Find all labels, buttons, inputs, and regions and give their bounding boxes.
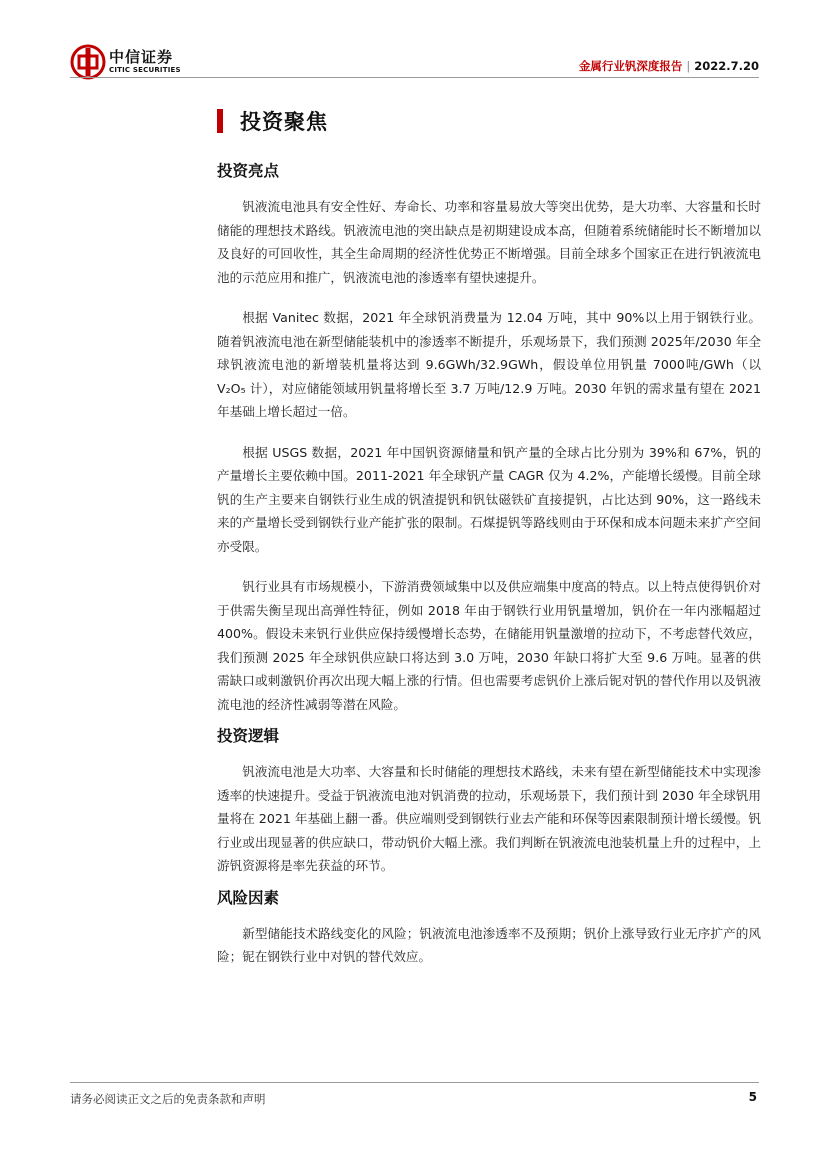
logo-text [109,49,181,75]
header-separator: | [686,59,691,73]
header-divider [70,77,759,78]
heading-investment-logic: 投资逻辑 [217,727,280,745]
paragraph: 新型储能技术路线变化的风险；钒液流电池渗透率不及预期；钒价上涨导致行业无序扩产的风险；铌在钢铁行业中对钒的替代效应。 [217,925,761,964]
paragraph: 根据 Vanitec 数据，2021 年全球钒消费量为 12.04 万吨，其中 90%以上用于钢铁行业。随着钒液流电池在新型储能装机中的渗透率不断提升，乐观场景下，我们预测 2025年/2030 年全球钒液流电池的新增装机量将达到 9.6GWh/32.9GWh，假设单位用钒量 7000吨/GWh（以 V₂O₅ 计），对应储能领域用钒量将增长至 3.7 万吨/12.9 万吨。2030 年钒的需求量有望在 2021 年基础上增长超过一倍。 [217,310,761,419]
page-header [0,0,827,80]
page-number: 5 [748,1090,757,1104]
main-content [217,160,761,986]
section-title [217,106,328,136]
citic-logo-icon [70,44,106,80]
heading-investment-highlights: 投资亮点 [217,162,280,180]
logo-name-cn: 中信证券 [109,48,174,66]
report-tag [579,58,759,74]
heading-risk-factors: 风险因素 [217,888,280,907]
footer-divider [70,1082,759,1083]
logo-name-en: CITIC SECURITIES [109,66,181,74]
section-title-text: 投资聚焦 [240,110,328,134]
paragraph: 钒液流电池是大功率、大容量和长时储能的理想技术路线，未来有望在新型储能技术中实现渗透率的快速提升。受益于钒液流电池对钒消费的拉动，乐观场景下，我们预计到 2030 年全球钒用量将在 2021 年基础上翻一番。供应端则受到钢铁行业去产能和环保等因素限制预计增长缓慢。钒行业或出现显著的供应缺口，带动钒价大幅上涨。我们判断在钒液流电池装机量上升的过程中，上游钒资源将是率先获益的环节。 [217,764,761,873]
report-date: 2022.7.20 [694,59,759,73]
citic-logo [70,44,181,80]
paragraph: 钒行业具有市场规模小，下游消费领域集中以及供应端集中度高的特点。以上特点使得钒价对于供需失衡呈现出高弹性特征，例如 2018 年由于钢铁行业用钒量增加，钒价在一年内涨幅超过 400%。假设未来钒行业供应保持缓慢增长态势，在储能用钒量激增的拉动下，不考虑替代效应，我们预测 2025 年全球钒供应缺口将达到 3.0 万吨，2030 年缺口将扩大至 9.6 万吨。显著的供需缺口或刺激钒价再次出现大幅上涨的行情。但也需要考虑钒价上涨后铌对钒的替代作用以及钒液流电池的经济性减弱等潜在风险。 [217,579,761,712]
paragraph: 钒液流电池具有安全性好、寿命长、功率和容量易放大等突出优势，是大功率、大容量和长时储能的理想技术路线。钒液流电池的突出缺点是初期建设成本高，但随着系统储能时长不断增加以及良好的可回收性，其全生命周期的经济性优势正不断增强。目前全球多个国家正在进行钒液流电池的示范应用和推广，钒液流电池的渗透率有望快速提升。 [217,199,761,285]
report-title: 金属行业钒深度报告 [578,59,683,73]
footer-disclaimer: 请务必阅读正文之后的免责条款和声明 [70,1092,266,1106]
section-accent-bar [217,109,223,133]
paragraph: 根据 USGS 数据，2021 年中国钒资源储量和钒产量的全球占比分别为 39%和 67%，钒的产量增长主要依赖中国。2011-2021 年全球钒产量 CAGR 仅为 4.2%，产能增长缓慢。目前全球钒的生产主要来自钢铁行业生成的钒渣提钒和钒钛磁铁矿直接提钒，占比达到 90%，这一路线未来的产量增长受到钢铁行业产能扩张的限制。石煤提钒等路线则由于环保和成本问题未来扩产空间亦受限。 [217,444,761,554]
